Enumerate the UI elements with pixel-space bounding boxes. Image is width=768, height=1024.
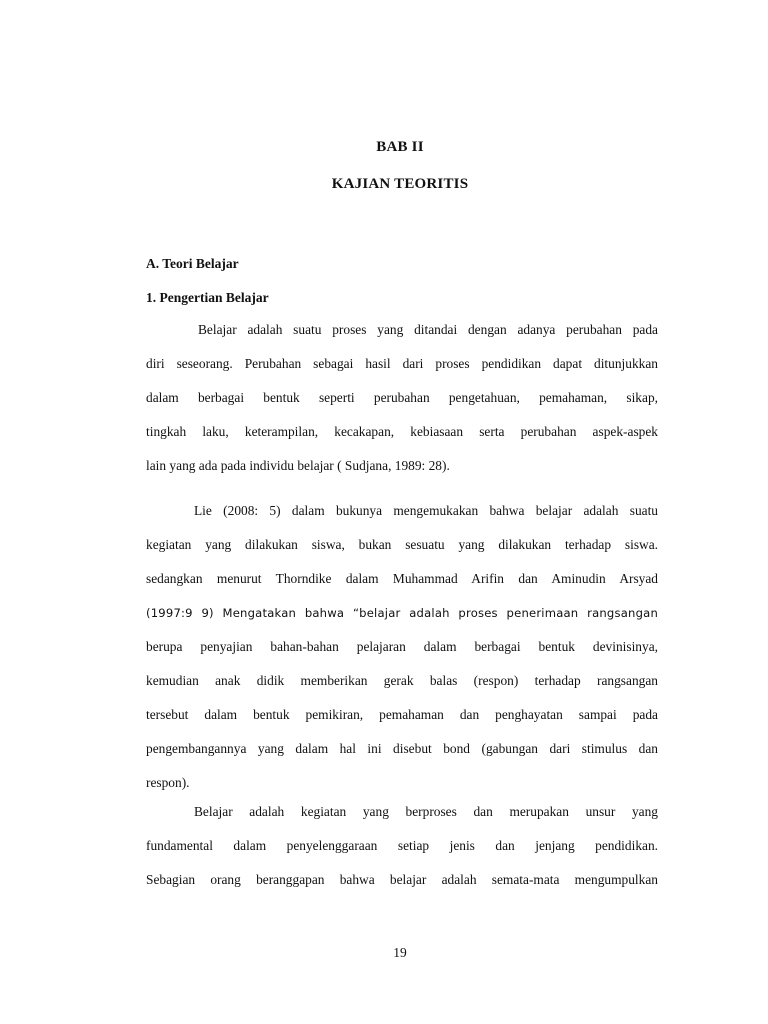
paragraph-3 [146,795,658,897]
paragraph-line: kegiatan yang dilakukan siswa, bukan sesuatu yang dilakukan terhadap siswa. [146,537,658,552]
section-heading-a: A. Teori Belajar [146,256,239,271]
paragraph-line: pengembangannya yang dalam hal ini disebut bond (gabungan dari stimulus dan [146,741,658,756]
paragraph-line: tersebut dalam bentuk pemikiran, pemahaman dan penghayatan sampai pada [146,707,658,722]
paragraph-line: fundamental dalam penyelenggaraan setiap jenis dan jenjang pendidikan. [146,838,658,853]
paragraph-2 [146,494,658,800]
paragraph-line: Lie (2008: 5) dalam bukunya mengemukakan bahwa belajar adalah suatu [194,503,658,518]
paragraph-line-quote: (1997:9 9) Mengatakan bahwa “belajar adalah proses penerimaan rangsangan [146,606,658,620]
paragraph-line: lain yang ada pada individu belajar ( Sudjana, 1989: 28). [146,458,450,473]
paragraph-line: berupa penyajian bahan-bahan pelajaran dalam berbagai bentuk devinisinya, [146,639,658,654]
paragraph-line: sedangkan menurut Thorndike dalam Muhammad Arifin dan Aminudin Arsyad [146,571,658,586]
paragraph-line: tingkah laku, keterampilan, kecakapan, kebiasaan serta perubahan aspek-aspek [146,424,658,439]
paragraph-line: Belajar adalah suatu proses yang ditandai dengan adanya perubahan pada [198,322,658,337]
paragraph-line: kemudian anak didik memberikan gerak balas (respon) terhadap rangsangan [146,673,658,688]
page-number: 19 [393,945,407,960]
paragraph-line: respon). [146,775,190,790]
paragraph-line: diri seseorang. Perubahan sebagai hasil dari proses pendidikan dapat ditunjukkan [146,356,658,371]
paragraph-1 [146,313,658,483]
subsection-heading-1: 1. Pengertian Belajar [146,290,269,305]
paragraph-line: Belajar adalah kegiatan yang berproses dan merupakan unsur yang [194,804,658,819]
chapter-title: KAJIAN TEORITIS [331,176,469,192]
chapter-number: BAB II [376,139,424,155]
paragraph-line: dalam berbagai bentuk seperti perubahan pengetahuan, pemahaman, sikap, [146,390,658,405]
paragraph-line: Sebagian orang beranggapan bahwa belajar adalah semata-mata mengumpulkan [146,872,658,887]
